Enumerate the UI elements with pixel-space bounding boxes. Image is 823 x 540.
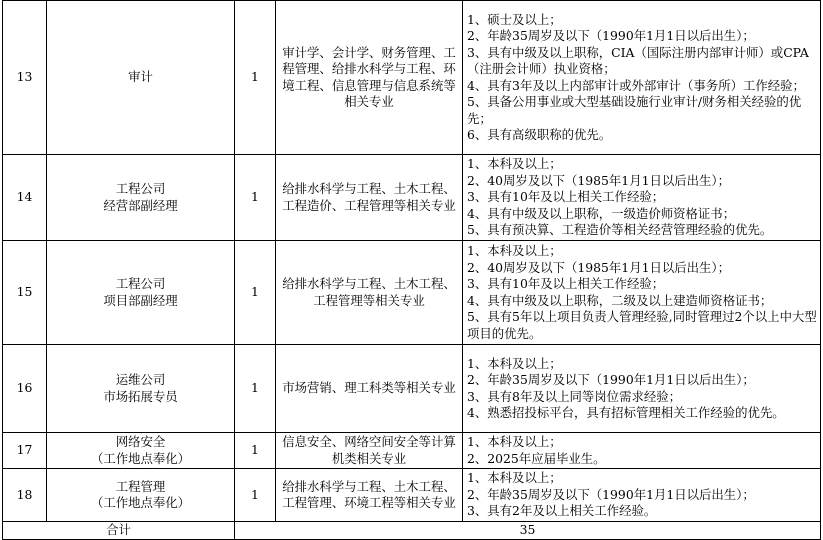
table-row (3, 345, 821, 433)
position-name: 审计 (47, 1, 235, 155)
qualification-list (463, 469, 821, 522)
position-name: 工程管理 （工作地点奉化） (47, 469, 235, 522)
headcount: 1 (235, 345, 276, 433)
row-number: 16 (3, 345, 47, 433)
major-requirement: 信息安全、网络空间安全等计算机类相关专业 (276, 433, 463, 469)
table-row (3, 155, 821, 241)
qualification-item: 4、具有3年及以上内部审计或外部审计（事务所）工作经验； (467, 77, 805, 93)
qualification-item: 1、本科及以上； (467, 156, 562, 172)
headcount: 1 (235, 433, 276, 469)
row-number: 15 (3, 241, 47, 345)
qualification-list (463, 1, 821, 155)
table-row (3, 469, 821, 522)
qualification-item: 1、本科及以上； (467, 470, 562, 486)
qualification-list (463, 155, 821, 241)
qualification-item: 2、年龄35周岁及以下（1990年1月1日以后出生）； (467, 28, 755, 43)
qualification-item: 3、具有2年及以上相关工作经验。 (467, 503, 657, 519)
row-number: 18 (3, 469, 47, 522)
qualification-item: 3、具有10年及以上相关工作经验； (467, 189, 665, 205)
major-requirement: 市场营销、理工科类等相关专业 (276, 345, 463, 433)
qualification-item: 6、具有高级职称的优先。 (467, 127, 612, 142)
qualification-item: 5、具有预决算、工程造价等相关经营管理经验的优先。 (467, 222, 773, 238)
qualification-list (463, 433, 821, 469)
row-number: 13 (3, 1, 47, 155)
total-row (3, 522, 821, 540)
qualification-item: 1、本科及以上； (467, 243, 562, 258)
total-value: 35 (235, 522, 821, 540)
qualification-item: 2、年龄35周岁及以下（1990年1月1日以后出生）； (467, 486, 755, 502)
qualification-item: 2、年龄35周岁及以下（1990年1月1日以后出生）； (467, 372, 755, 387)
qualification-item: 1、本科及以上； (467, 434, 562, 449)
position-name: 网络安全 （工作地点奉化） (47, 433, 235, 469)
row-number: 14 (3, 155, 47, 241)
major-requirement: 审计学、会计学、财务管理、工程管理、给排水科学与工程、环境工程、信息管理与信息系统等相关专业 (276, 1, 463, 155)
qualification-item: 4、具有中级及以上职称，二级及以上建造师资格证书； (467, 292, 773, 308)
qualification-item: 2、40周岁及以下（1985年1月1日以后出生）； (467, 259, 730, 275)
qualification-list (463, 241, 821, 345)
qualification-item: 3、具有10年及以上相关工作经验； (467, 276, 665, 291)
position-name: 工程公司 经营部副经理 (47, 155, 235, 241)
qualification-item: 5、具备公用事业或大型基础设施行业审计/财务相关经验的优先； (467, 94, 802, 126)
major-requirement: 给排水科学与工程、土木工程、工程管理等相关专业 (276, 241, 463, 345)
qualification-item: 4、熟悉招投标平台，具有招标管理相关工作经验的优先。 (467, 405, 785, 420)
qualification-item: 3、具有中级及以上职称，CIA（国际注册内部审计师）或CPA（注册会计师）执业资格； (467, 44, 809, 76)
qualification-list (463, 345, 821, 433)
headcount: 1 (235, 241, 276, 345)
qualification-item: 1、硕士及以上； (467, 11, 562, 27)
total-label: 合计 (3, 522, 235, 540)
position-name: 运维公司 市场拓展专员 (47, 345, 235, 433)
qualification-item: 2、40周岁及以下（1985年1月1日以后出生）； (467, 172, 730, 188)
qualification-item: 3、具有8年及以上同等岗位需求经验； (467, 388, 682, 404)
headcount: 1 (235, 469, 276, 522)
major-requirement: 给排水科学与工程、土木工程、工程造价、工程管理等相关专业 (276, 155, 463, 241)
table-body (3, 1, 821, 540)
headcount: 1 (235, 155, 276, 241)
qualification-item: 2、2025年应届毕业生。 (467, 450, 606, 466)
table-row (3, 241, 821, 345)
major-requirement: 给排水科学与工程、土木工程、工程管理、环境工程等相关专业 (276, 469, 463, 522)
qualification-item: 5、具有5年以上项目负责人管理经验,同时管理过2个以上中大型项目的优先。 (467, 309, 817, 341)
headcount: 1 (235, 1, 276, 155)
table-row (3, 1, 821, 155)
qualification-item: 4、具有中级及以上职称，一级造价师资格证书； (467, 205, 736, 221)
table-row (3, 433, 821, 469)
row-number: 17 (3, 433, 47, 469)
recruitment-table (2, 0, 821, 540)
position-name: 工程公司 项目部副经理 (47, 241, 235, 345)
qualification-item: 1、本科及以上； (467, 355, 562, 371)
